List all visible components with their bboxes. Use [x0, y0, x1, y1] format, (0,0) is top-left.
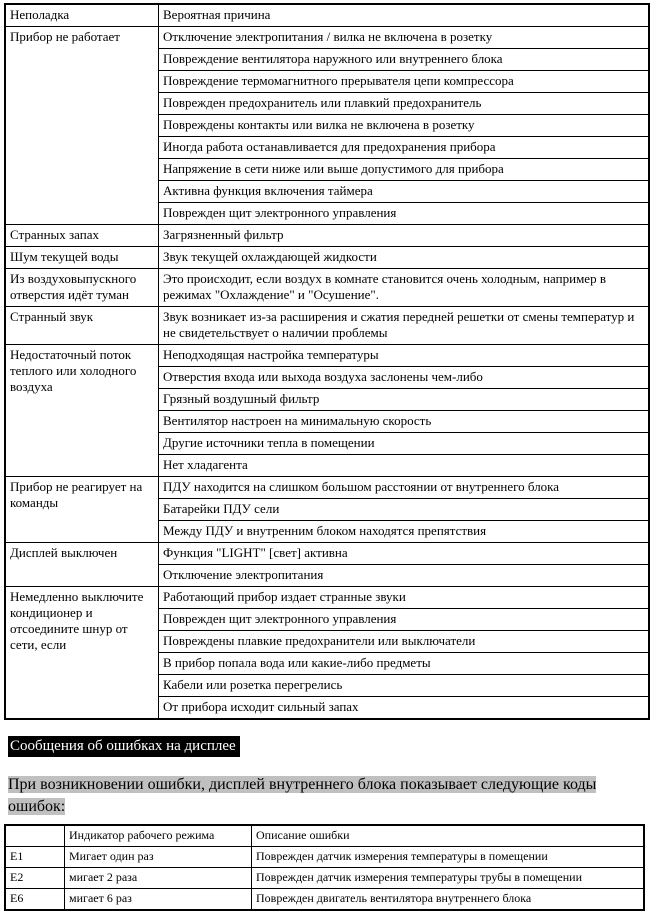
problem-cell: Дисплей выключен — [5, 543, 159, 587]
indicator-cell: Мигает один раз — [65, 847, 252, 868]
cause-cell: Повреждены контакты или вилка не включена в розетку — [159, 115, 650, 137]
error-code-row — [5, 868, 644, 889]
description-cell: Поврежден датчик измерения температуры в помещении — [252, 847, 645, 868]
error-code-column-header — [5, 825, 65, 847]
problem-cell: Из воздуховыпускного отверстия идёт туман — [5, 269, 159, 307]
error-code-row — [5, 889, 644, 911]
problem-cell: Шум текущей воды — [5, 247, 159, 269]
cause-cell: Поврежден щит электронного управления — [159, 203, 650, 225]
problem-cell: Недостаточный поток теплого или холодного воздуха — [5, 345, 159, 477]
indicator-column-header: Индикатор рабочего режима — [65, 825, 252, 847]
cause-cell: Иногда работа останавливается для предохранения прибора — [159, 137, 650, 159]
troubleshooting-row — [5, 477, 649, 499]
cause-cell: Поврежден предохранитель или плавкий предохранитель — [159, 93, 650, 115]
troubleshooting-row — [5, 225, 649, 247]
cause-cell: Повреждены плавкие предохранители или выключатели — [159, 631, 650, 653]
cause-cell: Звук возникает из-за расширения и сжатия передней решетки от смены температур и не свидетельствует о наличии проблемы — [159, 307, 650, 345]
error-code-row — [5, 847, 644, 868]
troubleshooting-row — [5, 269, 649, 307]
problem-cell: Странный звук — [5, 307, 159, 345]
error-codes-table-body — [5, 847, 644, 911]
cause-cell: Неподходящая настройка температуры — [159, 345, 650, 367]
cause-cell: Активна функция включения таймера — [159, 181, 650, 203]
cause-cell: В прибор попала вода или какие-либо предметы — [159, 653, 650, 675]
description-column-header: Описание ошибки — [252, 825, 645, 847]
cause-cell: Поврежден щит электронного управления — [159, 609, 650, 631]
problem-cell: Странных запах — [5, 225, 159, 247]
error-codes-table — [4, 824, 645, 911]
problem-cell: Немедленно выключите кондиционер и отсоедините шнур от сети, если — [5, 587, 159, 720]
cause-cell: Работающий прибор издает странные звуки — [159, 587, 650, 609]
problem-cell: Прибор не работает — [5, 27, 159, 225]
troubleshooting-row — [5, 587, 649, 609]
intro-line-2: ошибок: — [8, 798, 66, 815]
cause-cell: Напряжение в сети ниже или выше допустимого для прибора — [159, 159, 650, 181]
error-code-cell: E1 — [5, 847, 65, 868]
problem-column-header: Неполадка — [5, 4, 159, 27]
intro-paragraph — [8, 774, 650, 818]
description-cell: Поврежден датчик измерения температуры трубы в помещении — [252, 868, 645, 889]
cause-cell: Кабели или розетка перегрелись — [159, 675, 650, 697]
cause-cell: Звук текущей охлаждающей жидкости — [159, 247, 650, 269]
cause-cell: Отключение электропитания / вилка не включена в розетку — [159, 27, 650, 49]
troubleshooting-row — [5, 247, 649, 269]
description-cell: Поврежден двигатель вентилятора внутреннего блока — [252, 889, 645, 911]
error-code-cell: E2 — [5, 868, 65, 889]
troubleshooting-row — [5, 543, 649, 565]
cause-cell: Между ПДУ и внутренним блоком находятся препятствия — [159, 521, 650, 543]
cause-cell: Функция "LIGHT" [свет] активна — [159, 543, 650, 565]
cause-cell: Загрязненный фильтр — [159, 225, 650, 247]
problem-cell: Прибор не реагирует на команды — [5, 477, 159, 543]
cause-column-header: Вероятная причина — [159, 4, 650, 27]
error-code-cell: E6 — [5, 889, 65, 911]
cause-cell: Вентилятор настроен на минимальную скорость — [159, 411, 650, 433]
troubleshooting-row — [5, 27, 649, 49]
cause-cell: От прибора исходит сильный запах — [159, 697, 650, 720]
troubleshooting-row — [5, 345, 649, 367]
intro-line-1: При возникновении ошибки, дисплей внутреннего блока показывает следующие коды — [8, 776, 597, 793]
error-table-header-row — [5, 825, 644, 847]
cause-cell: Другие источники тепла в помещении — [159, 433, 650, 455]
troubleshooting-row — [5, 307, 649, 345]
indicator-cell: мигает 2 раза — [65, 868, 252, 889]
cause-cell: Грязный воздушный фильтр — [159, 389, 650, 411]
indicator-cell: мигает 6 раз — [65, 889, 252, 911]
cause-cell: Батарейки ПДУ сели — [159, 499, 650, 521]
cause-cell: Отверстия входа или выхода воздуха заслонены чем-либо — [159, 367, 650, 389]
cause-cell: Отключение электропитания — [159, 565, 650, 587]
troubleshooting-table-body — [5, 27, 649, 720]
troubleshooting-header-row — [5, 4, 649, 27]
troubleshooting-table — [4, 3, 650, 720]
cause-cell: Повреждение термомагнитного прерывателя цепи компрессора — [159, 71, 650, 93]
cause-cell: ПДУ находится на слишком большом расстоянии от внутреннего блока — [159, 477, 650, 499]
cause-cell: Это происходит, если воздух в комнате становится очень холодным, например в режимах "Охлаждение" и "Осушение". — [159, 269, 650, 307]
cause-cell: Повреждение вентилятора наружного или внутреннего блока — [159, 49, 650, 71]
cause-cell: Нет хладагента — [159, 455, 650, 477]
error-section-heading: Сообщения об ошибках на дисплее — [8, 736, 240, 757]
